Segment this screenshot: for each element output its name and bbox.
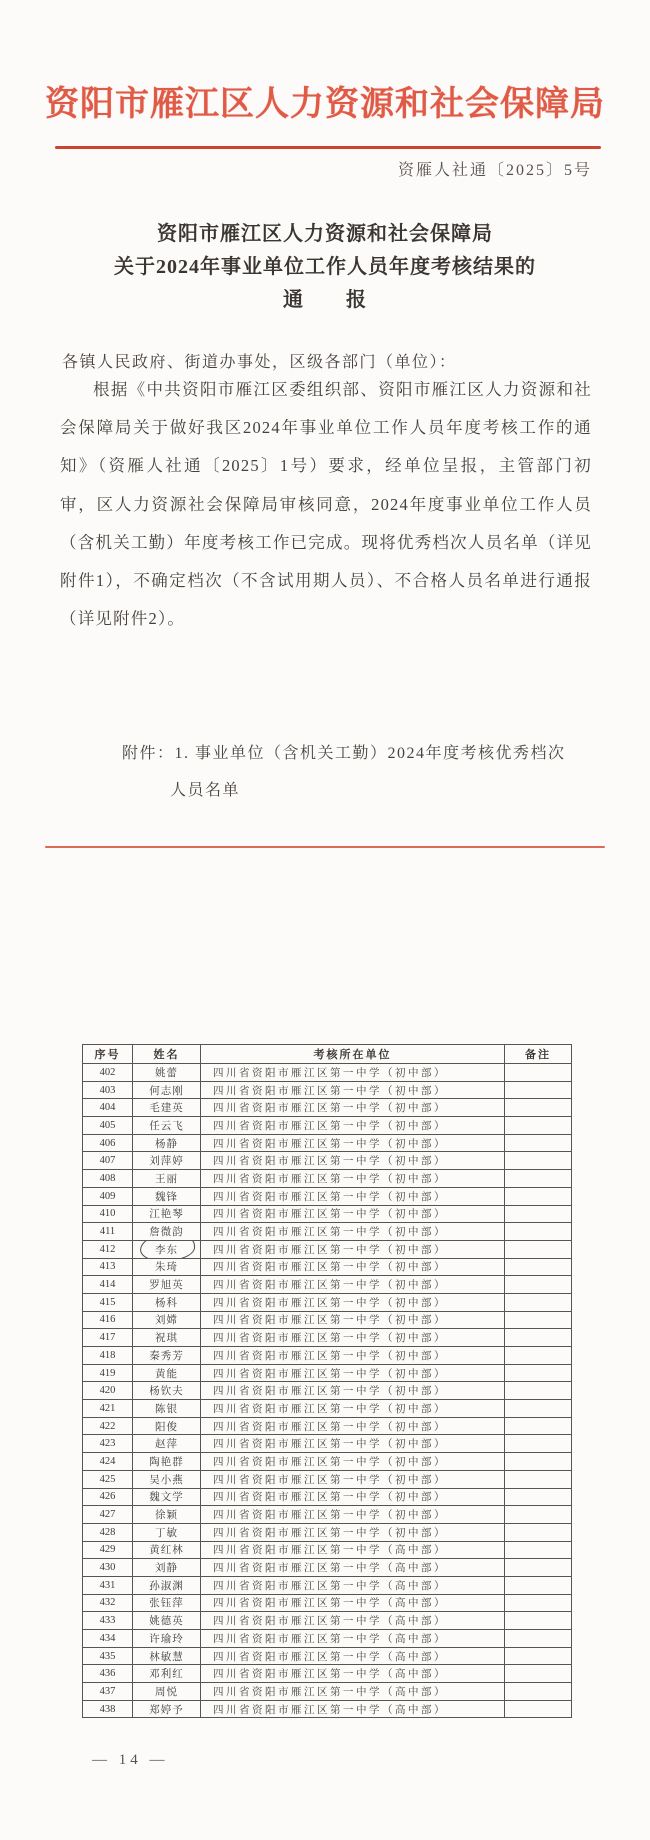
cell-no: 417 [83,1329,133,1347]
table-row [83,1240,572,1258]
results-table-body [83,1064,572,1718]
cell-name [133,1152,201,1170]
cell-unit: 四川省资阳市雁江区第一中学（初中部） [201,1364,505,1382]
person-name: 詹微韵 [149,1227,184,1239]
cell-remark [505,1170,572,1188]
table-row [83,1541,572,1559]
cell-unit: 四川省资阳市雁江区第一中学（初中部） [201,1311,505,1329]
cell-unit: 四川省资阳市雁江区第一中学（初中部） [201,1064,505,1082]
cell-unit: 四川省资阳市雁江区第一中学（初中部） [201,1382,505,1400]
cell-remark [505,1258,572,1276]
person-name: 何志刚 [149,1085,184,1097]
cell-unit: 四川省资阳市雁江区第一中学（高中部） [201,1576,505,1594]
cell-unit: 四川省资阳市雁江区第一中学（高中部） [201,1559,505,1577]
cell-name [133,1293,201,1311]
table-row [83,1576,572,1594]
table-row [83,1117,572,1135]
cell-no: 416 [83,1311,133,1329]
table-row [83,1134,572,1152]
table-row [83,1258,572,1276]
table-row [83,1364,572,1382]
cell-unit: 四川省资阳市雁江区第一中学（初中部） [201,1240,505,1258]
cell-name [133,1364,201,1382]
cell-no: 436 [83,1665,133,1683]
table-row [83,1523,572,1541]
cell-no: 430 [83,1559,133,1577]
cell-no: 418 [83,1347,133,1365]
cell-remark [505,1099,572,1117]
cell-name [133,1683,201,1701]
cell-unit: 四川省资阳市雁江区第一中学（高中部） [201,1700,505,1718]
person-name: 刘嫦 [155,1315,178,1327]
cell-remark [505,1559,572,1577]
person-name: 徐颖 [155,1510,178,1522]
cell-remark [505,1364,572,1382]
table-row [83,1170,572,1188]
person-name: 魏文学 [149,1492,184,1504]
cell-unit: 四川省资阳市雁江区第一中学（初中部） [201,1152,505,1170]
cell-remark [505,1453,572,1471]
cell-remark [505,1683,572,1701]
cell-name [133,1117,201,1135]
attachment-line-1: 附件：1. 事业单位（含机关工勤）2024年度考核优秀档次 [122,745,566,762]
cell-unit: 四川省资阳市雁江区第一中学（初中部） [201,1400,505,1418]
cell-name [133,1665,201,1683]
cell-name [133,1329,201,1347]
person-name: 陈银 [155,1403,178,1415]
cell-unit: 四川省资阳市雁江区第一中学（初中部） [201,1081,505,1099]
cell-name [133,1099,201,1117]
cell-remark [505,1417,572,1435]
cell-name [133,1488,201,1506]
cell-remark [505,1612,572,1630]
person-name: 陶艳群 [149,1456,184,1468]
person-name: 张钰萍 [149,1598,184,1610]
person-name: 许瑜玲 [149,1633,184,1645]
cell-remark [505,1276,572,1294]
cell-remark [505,1506,572,1524]
cell-name [133,1276,201,1294]
cell-remark [505,1240,572,1258]
table-row [83,1099,572,1117]
person-name: 朱琦 [155,1262,178,1274]
cell-name [133,1382,201,1400]
cell-no: 420 [83,1382,133,1400]
cell-no: 429 [83,1541,133,1559]
table-row [83,1400,572,1418]
cell-remark [505,1134,572,1152]
cell-no: 410 [83,1205,133,1223]
cell-no: 426 [83,1488,133,1506]
cell-name [133,1170,201,1188]
table-row [83,1329,572,1347]
table-row [83,1453,572,1471]
cell-no: 438 [83,1700,133,1718]
cell-no: 431 [83,1576,133,1594]
person-name: 刘静 [155,1563,178,1575]
cell-remark [505,1223,572,1241]
cell-no: 402 [83,1064,133,1082]
person-name: 刘萍婷 [149,1156,184,1168]
person-name: 杨钦夫 [149,1386,184,1398]
cell-unit: 四川省资阳市雁江区第一中学（初中部） [201,1523,505,1541]
cell-unit: 四川省资阳市雁江区第一中学（初中部） [201,1470,505,1488]
cell-remark [505,1347,572,1365]
title-line-1: 资阳市雁江区人力资源和社会保障局 [157,223,493,245]
cell-name [133,1506,201,1524]
cell-name [133,1453,201,1471]
table-row [83,1081,572,1099]
person-name: 丁敏 [155,1527,178,1539]
table-header-row [83,1045,572,1064]
person-name: 林敏慧 [149,1651,184,1663]
cell-name [133,1630,201,1648]
cell-remark [505,1488,572,1506]
person-name: 郑婷予 [149,1704,184,1716]
cell-unit: 四川省资阳市雁江区第一中学（初中部） [201,1117,505,1135]
person-name: 姚德英 [149,1616,184,1628]
cell-unit: 四川省资阳市雁江区第一中学（初中部） [201,1276,505,1294]
section-divider-line [45,846,605,848]
cell-name [133,1523,201,1541]
cell-name [133,1223,201,1241]
cell-name [133,1311,201,1329]
cell-name [133,1470,201,1488]
cell-remark [505,1630,572,1648]
cell-no: 427 [83,1506,133,1524]
person-name: 李东 [155,1242,178,1257]
table-row [83,1435,572,1453]
table-row [83,1293,572,1311]
cell-remark [505,1205,572,1223]
table-row [83,1559,572,1577]
cell-remark [505,1647,572,1665]
table-row [83,1152,572,1170]
table-row [83,1594,572,1612]
body-paragraph: 根据《中共资阳市雁江区委组织部、资阳市雁江区人力资源和社会保障局关于做好我区2024年事业单位工作人员年度考核工作的通知》（资雁人社通〔2025〕1号）要求，经单位呈报，主管部门初审，区人力资源社会保障局审核同意，2024年度事业单位工作人员（含机关工勤）年度考核工作已完成。现将优秀档次人员名单（详见附件1），不确定档次（不含试用期人员）、不合格人员名单进行通报（详见附件2）。 [60,380,592,629]
table-row [83,1665,572,1683]
cell-no: 421 [83,1400,133,1418]
cell-no: 423 [83,1435,133,1453]
table-row [83,1276,572,1294]
cell-unit: 四川省资阳市雁江区第一中学（初中部） [201,1293,505,1311]
cell-name [133,1559,201,1577]
attachment-note [122,735,592,809]
person-name: 秦秀芳 [149,1350,184,1362]
cell-remark [505,1700,572,1718]
table-row [83,1700,572,1718]
document-title [40,218,610,317]
cell-unit: 四川省资阳市雁江区第一中学（高中部） [201,1665,505,1683]
cell-remark [505,1117,572,1135]
cell-no: 432 [83,1594,133,1612]
cell-unit: 四川省资阳市雁江区第一中学（高中部） [201,1630,505,1648]
cell-unit: 四川省资阳市雁江区第一中学（初中部） [201,1170,505,1188]
cell-no: 415 [83,1293,133,1311]
cell-no: 414 [83,1276,133,1294]
cell-remark [505,1470,572,1488]
cell-name [133,1347,201,1365]
cell-no: 412 [83,1240,133,1258]
person-name: 杨科 [155,1297,178,1309]
cell-no: 407 [83,1152,133,1170]
table-row [83,1347,572,1365]
salutation-line: 各镇人民政府、街道办事处，区级各部门（单位）： [62,354,457,371]
table-row [83,1223,572,1241]
person-name: 江艳琴 [149,1209,184,1221]
table-row [83,1647,572,1665]
cell-no: 428 [83,1523,133,1541]
cell-name [133,1187,201,1205]
cell-unit: 四川省资阳市雁江区第一中学（初中部） [201,1347,505,1365]
cell-name [133,1594,201,1612]
person-name: 黄能 [155,1368,178,1380]
cell-unit: 四川省资阳市雁江区第一中学（高中部） [201,1541,505,1559]
cell-unit: 四川省资阳市雁江区第一中学（初中部） [201,1134,505,1152]
cell-name [133,1258,201,1276]
cell-no: 408 [83,1170,133,1188]
cell-no: 435 [83,1647,133,1665]
table-row [83,1417,572,1435]
table-row [83,1683,572,1701]
person-name: 邓利红 [149,1669,184,1681]
cell-unit: 四川省资阳市雁江区第一中学（高中部） [201,1594,505,1612]
cell-remark [505,1576,572,1594]
column-header-remark: 备注 [505,1045,572,1064]
cell-name [133,1400,201,1418]
column-header-number: 序号 [83,1045,133,1064]
cell-remark [505,1665,572,1683]
cell-unit: 四川省资阳市雁江区第一中学（初中部） [201,1435,505,1453]
column-header-unit: 考核所在单位 [201,1045,505,1064]
cell-remark [505,1152,572,1170]
person-name: 黄红林 [149,1545,184,1557]
person-name: 吴小燕 [149,1474,184,1486]
cell-remark [505,1594,572,1612]
cell-no: 437 [83,1683,133,1701]
cell-name [133,1612,201,1630]
cell-unit: 四川省资阳市雁江区第一中学（初中部） [201,1099,505,1117]
table-row [83,1470,572,1488]
table-row [83,1187,572,1205]
cell-no: 406 [83,1134,133,1152]
cell-name [133,1700,201,1718]
cell-remark [505,1293,572,1311]
table-row [83,1488,572,1506]
cell-unit: 四川省资阳市雁江区第一中学（高中部） [201,1612,505,1630]
cell-no: 434 [83,1630,133,1648]
person-name: 赵萍 [155,1439,178,1451]
cell-name [133,1205,201,1223]
title-line-2: 关于2024年事业单位工作人员年度考核结果的 [114,256,536,278]
cell-no: 419 [83,1364,133,1382]
person-name: 魏锋 [155,1191,178,1203]
cell-name [133,1417,201,1435]
cell-remark [505,1400,572,1418]
cell-no: 425 [83,1470,133,1488]
cell-unit: 四川省资阳市雁江区第一中学（初中部） [201,1417,505,1435]
cell-remark [505,1187,572,1205]
attachment-line-2: 人员名单 [170,782,241,799]
cell-name [133,1081,201,1099]
cell-unit: 四川省资阳市雁江区第一中学（高中部） [201,1683,505,1701]
cell-no: 411 [83,1223,133,1241]
cell-name [133,1647,201,1665]
table-row [83,1382,572,1400]
cell-remark [505,1329,572,1347]
cell-unit: 四川省资阳市雁江区第一中学（初中部） [201,1488,505,1506]
person-name: 孙淑渊 [149,1580,184,1592]
cell-unit: 四川省资阳市雁江区第一中学（初中部） [201,1258,505,1276]
cell-no: 413 [83,1258,133,1276]
table-row [83,1630,572,1648]
cell-unit: 四川省资阳市雁江区第一中学（高中部） [201,1647,505,1665]
cell-name [133,1064,201,1082]
cell-no: 409 [83,1187,133,1205]
cell-name [133,1435,201,1453]
person-name: 周悦 [155,1686,178,1698]
cell-name [133,1576,201,1594]
table-row [83,1205,572,1223]
person-name: 祝琪 [155,1333,178,1345]
person-name: 罗旭英 [149,1280,184,1292]
table-row [83,1311,572,1329]
cell-remark [505,1311,572,1329]
page-number: — 14 — [92,1752,169,1768]
agency-header-title: 资阳市雁江区人力资源和社会保障局 [45,86,605,123]
cell-no: 422 [83,1417,133,1435]
cell-remark [505,1081,572,1099]
person-name: 阳俊 [155,1421,178,1433]
assessment-results-table [82,1044,572,1718]
title-line-3: 通 报 [283,289,367,311]
cell-remark [505,1523,572,1541]
cell-unit: 四川省资阳市雁江区第一中学（初中部） [201,1329,505,1347]
cell-no: 404 [83,1099,133,1117]
person-name: 杨静 [155,1138,178,1150]
cell-unit: 四川省资阳市雁江区第一中学（初中部） [201,1223,505,1241]
cell-unit: 四川省资阳市雁江区第一中学（初中部） [201,1187,505,1205]
cell-name [133,1240,201,1258]
cell-no: 424 [83,1453,133,1471]
cell-unit: 四川省资阳市雁江区第一中学（初中部） [201,1205,505,1223]
person-name: 毛建英 [149,1103,184,1115]
cell-remark [505,1435,572,1453]
cell-name [133,1541,201,1559]
cell-no: 403 [83,1081,133,1099]
document-number: 资雁人社通〔2025〕5号 [397,162,592,179]
table-row [83,1506,572,1524]
cell-name [133,1134,201,1152]
cell-remark [505,1382,572,1400]
cell-no: 433 [83,1612,133,1630]
table-row [83,1064,572,1082]
cell-unit: 四川省资阳市雁江区第一中学（初中部） [201,1453,505,1471]
cell-unit: 四川省资阳市雁江区第一中学（初中部） [201,1506,505,1524]
cell-remark [505,1541,572,1559]
column-header-name: 姓名 [133,1045,201,1064]
header-divider-line [55,146,601,149]
person-name: 任云飞 [149,1120,184,1132]
cell-remark [505,1064,572,1082]
table-row [83,1612,572,1630]
person-name: 王丽 [155,1173,178,1185]
cell-no: 405 [83,1117,133,1135]
person-name: 姚蕾 [155,1067,178,1079]
